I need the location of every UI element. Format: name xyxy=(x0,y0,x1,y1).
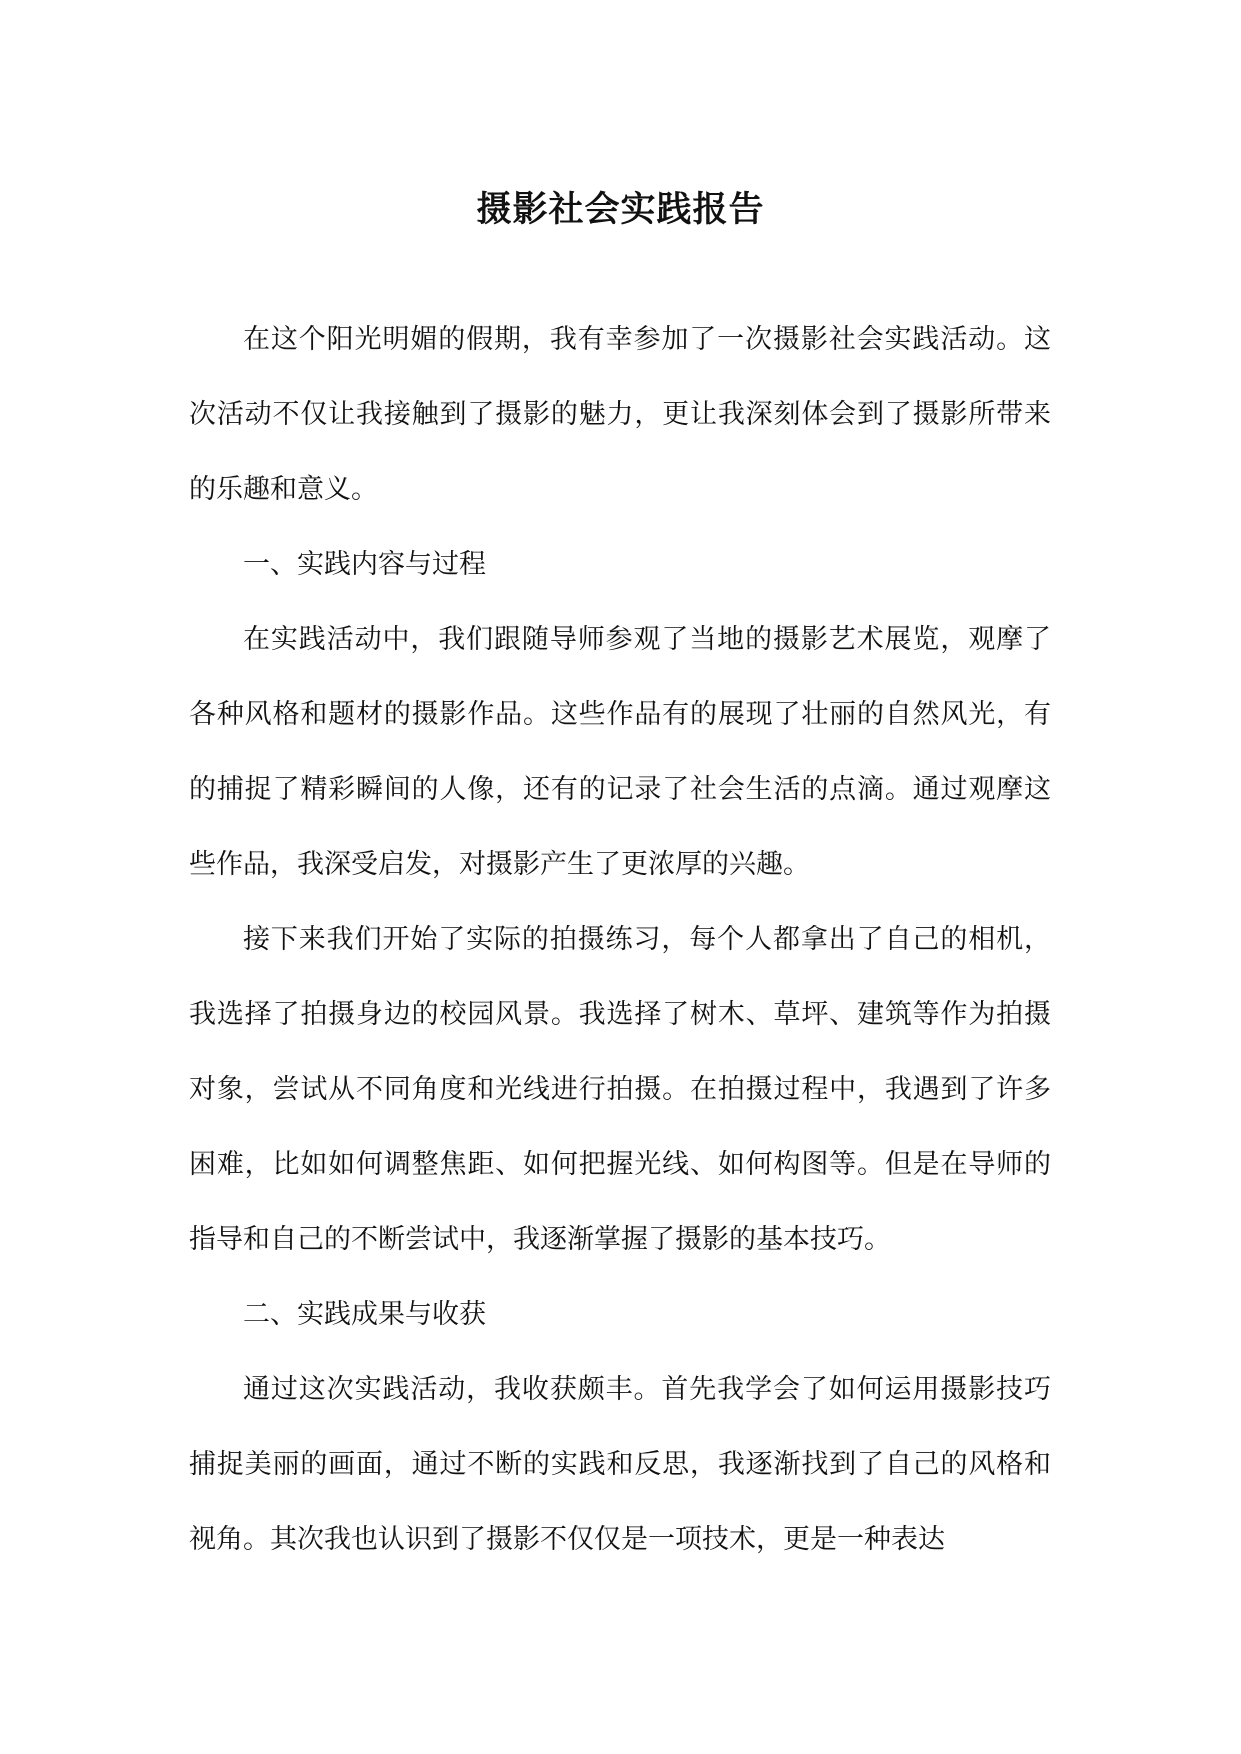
paragraph-exhibition: 在实践活动中，我们跟随导师参观了当地的摄影艺术展览，观摩了各种风格和题材的摄影作品。这些作品有的展现了壮丽的自然风光，有的捕捉了精彩瞬间的人像，还有的记录了社会生活的点滴。通过观摩这些作品，我深受启发，对摄影产生了更浓厚的兴趣。 xyxy=(189,624,1051,880)
section-heading-2: 二、实践成果与收获 xyxy=(243,1299,486,1330)
paragraph-results: 通过这次实践活动，我收获颇丰。首先我学会了如何运用摄影技巧捕捉美丽的画面，通过不断的实践和反思，我逐渐找到了自己的风格和视角。其次我也认识到了摄影不仅仅是一项技术，更是一种表达 xyxy=(189,1374,1051,1555)
document-body xyxy=(189,302,1051,1577)
document-title: 摄影社会实践报告 xyxy=(476,189,765,230)
paragraph-practice: 接下来我们开始了实际的拍摄练习，每个人都拿出了自己的相机，我选择了拍摄身边的校园风景。我选择了树木、草坪、建筑等作为拍摄对象，尝试从不同角度和光线进行拍摄。在拍摄过程中，我遇到了许多困难，比如如何调整焦距、如何把握光线、如何构图等。但是在导师的指导和自己的不断尝试中，我逐渐掌握了摄影的基本技巧。 xyxy=(189,924,1051,1255)
section-heading-1: 一、实践内容与过程 xyxy=(243,549,486,580)
paragraph-intro: 在这个阳光明媚的假期，我有幸参加了一次摄影社会实践活动。这次活动不仅让我接触到了摄影的魅力，更让我深刻体会到了摄影所带来的乐趣和意义。 xyxy=(189,324,1051,505)
